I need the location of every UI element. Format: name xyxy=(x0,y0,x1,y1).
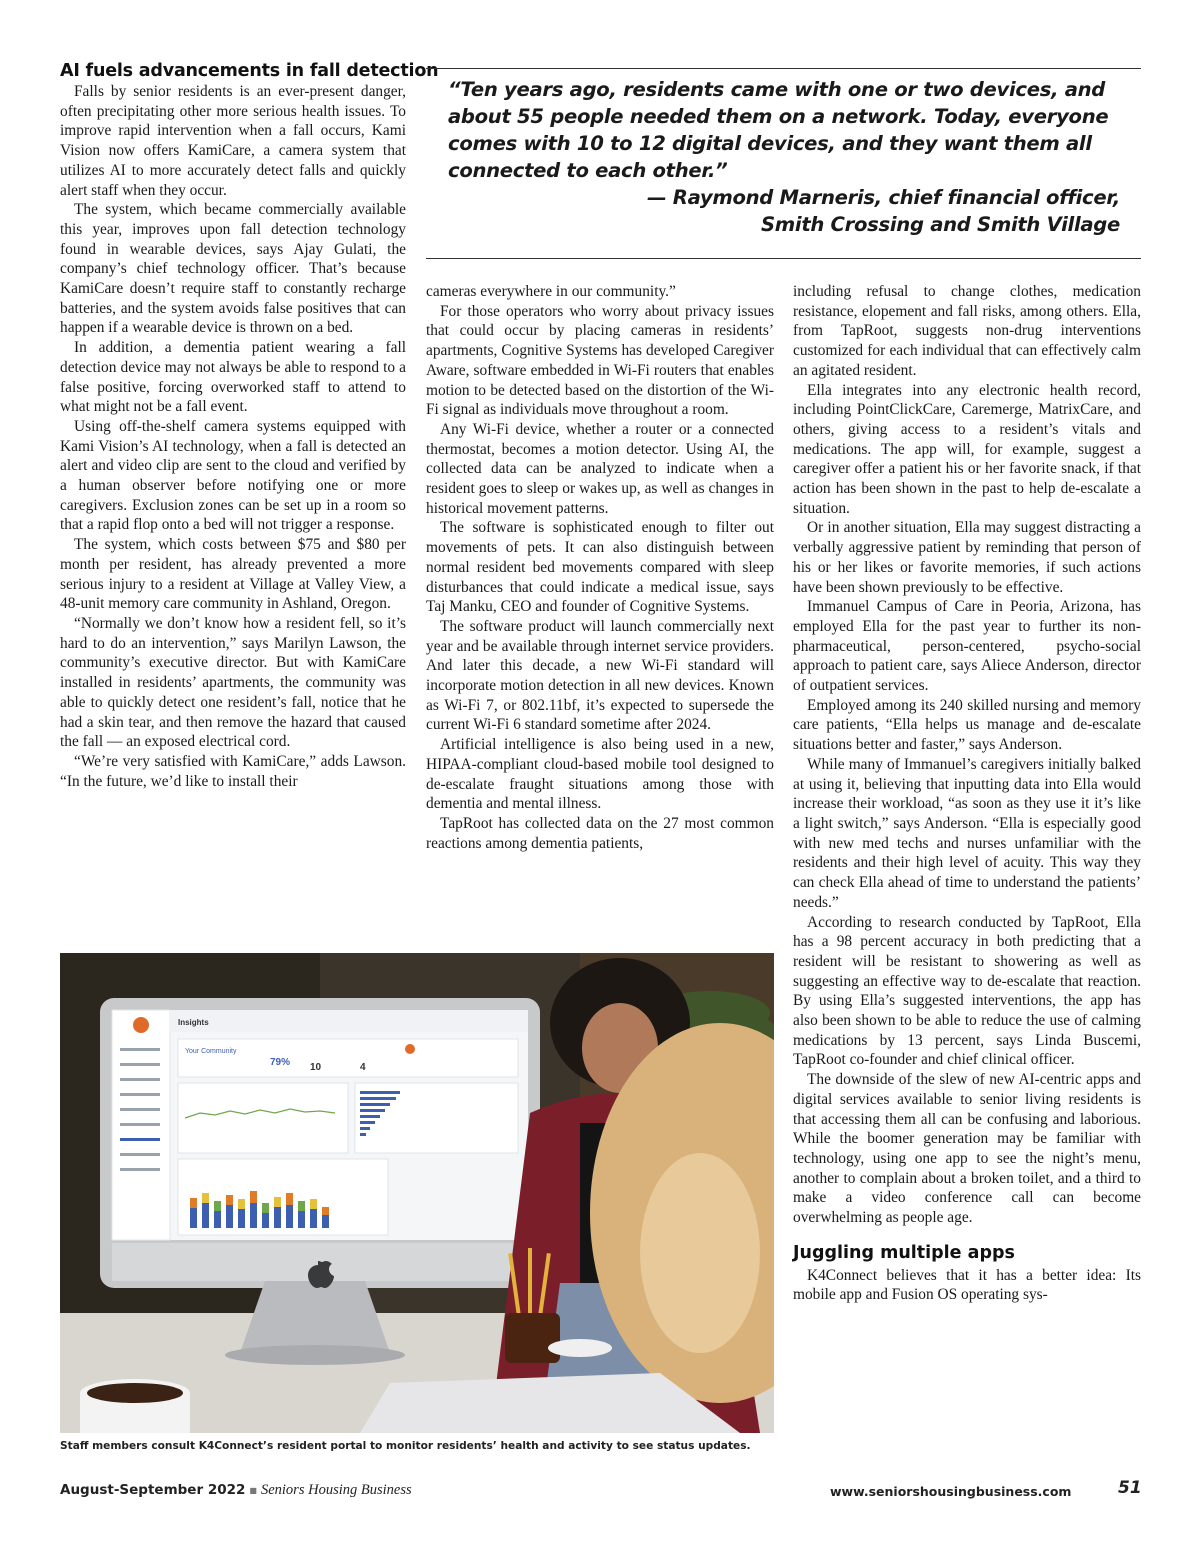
pullquote xyxy=(448,76,1120,238)
app-logo-icon xyxy=(133,1017,149,1033)
footer-separator-icon: ■ xyxy=(249,1485,257,1495)
paragraph: For those operators who worry about privacy issues that could occur by placing cameras in residents’ apartments, Cognitive Systems has developed Caregiver Aware, software embedded in Wi-Fi routers that enables motion to be detected based on the distortion of the Wi-Fi signal as individuals move throughout a room. xyxy=(426,302,774,419)
screen-title: Insights xyxy=(178,1018,209,1027)
publication-url[interactable]: www.seniorshousingbusiness.com xyxy=(830,1484,1072,1499)
paragraph: The system, which costs between $75 and $80 per month per resident, has already prevented a more serious injury to a resident at Village at Valley View, a 48-unit memory care community in Ashland, Oregon. xyxy=(60,536,406,613)
paragraph: Using off-the-shelf camera systems equipped with Kami Vision’s AI technology, when a fall is detected an alert and video clip are sent to the cloud and verified by a human observer before notifying one or more caregivers. Exclusion zones can be set up in a room so that a rapid flop onto a bed will not trigger a response. xyxy=(60,417,406,534)
article-column-2 xyxy=(426,282,774,853)
page-number: 51 xyxy=(1118,1478,1142,1498)
paragraph: Immanuel Campus of Care in Peoria, Arizona, has employed Ella for the past year to further its non-pharmaceutical, person-centered, psycho-social approach to patient care, says Aliece Anderson, director of outpatient services. xyxy=(793,598,1141,695)
paragraph: TapRoot has collected data on the 27 most common reactions among dementia patients, xyxy=(426,814,774,852)
paragraph: The downside of the slew of new AI-centric apps and digital services available to senior living residents is that accessing them all can be confusing and laborious. While the boomer generation may be familiar with technology, using one app to see the night’s menu, another to complain about a broken toilet, and a third to make a video conference call can become overwhelming as people age. xyxy=(793,1071,1141,1227)
paragraph: Any Wi-Fi device, whether a router or a connected thermostat, becomes a motion detector. Using AI, the collected data can be analyzed to indicate when a resident goes to sleep or wakes up, as well as changes in historical movement patterns. xyxy=(426,420,774,517)
paragraph: The software is sophisticated enough to filter out movements of pets. It can also distinguish between normal resident bed movements compared with sleep disturbances that could indicate a medical issue, says Taj Manku, CEO and founder of Cognitive Systems. xyxy=(426,519,774,616)
article-photo xyxy=(60,953,774,1433)
paragraph: K4Connect believes that it has a better idea: Its mobile app and Fusion OS operating sys- xyxy=(793,1266,1141,1304)
paragraph: In addition, a dementia patient wearing a fall detection device may not always be able to respond to a false positive, forcing overworked staff to attend to what might not be a fall event. xyxy=(60,339,406,416)
paragraph: Or in another situation, Ella may suggest distracting a verbally aggressive patient by reminding that person of his or her likes or favorite memories, if such actions have been shown previously to be effective. xyxy=(793,519,1141,596)
screen-stat-1: 79% xyxy=(270,1057,291,1068)
article-column-3 xyxy=(793,282,1141,1305)
subheading: Juggling multiple apps xyxy=(793,1242,1015,1263)
screen-card-title: Your Community xyxy=(185,1048,237,1055)
paragraph: Falls by senior residents is an ever-present danger, often precipitating other more serious health issues. To improve rapid intervention when a fall occurs, Kami Vision now offers KamiCare, a camera system that utilizes AI to more accurately detect falls and quickly alert staff when they occur. xyxy=(60,83,406,199)
article-column-1 xyxy=(60,82,406,791)
photo-illustration xyxy=(60,953,774,1433)
paragraph: The system, which became commercially available this year, improves upon fall detection technology found in wearable devices, says Ajay Gulati, the company’s chief technology officer. That’s because KamiCare doesn’t require staff to constantly recharge batteries, and the system avoids false positives that can happen if a wearable device is thrown on a bed. xyxy=(60,201,406,337)
paragraph: including refusal to change clothes, medication resistance, elopement and fall risks, among others. Ella, from TapRoot, suggests non-drug interventions customized for each individual that can effectively calm an agitated resident. xyxy=(793,283,1141,379)
footer-left xyxy=(60,1482,412,1499)
paragraph: The software product will launch commercially next year and be available through internet service providers. And later this decade, a new Wi-Fi standard will incorporate motion detection in all new devices. Known as Wi-Fi 7, or 802.11bf, it’s expected to supersede the current Wi-Fi 6 standard sometime after 2024. xyxy=(426,617,774,734)
pullquote-attribution-2: Smith Crossing and Smith Village xyxy=(760,213,1120,236)
paragraph: “Normally we don’t know how a resident fell, so it’s hard to do an intervention,” says Marilyn Lawson, the community’s executive director. But with KamiCare installed in residents’ apartments, the community was able to quickly detect one resident’s fall, notice that he had a skin tear, and then remove the hazard that caused the fall — an exposed electrical cord. xyxy=(60,614,406,751)
paragraph: Employed among its 240 skilled nursing and memory care patients, “Ella helps us manage and de-escalate situations better and faster,” says Anderson. xyxy=(793,696,1141,754)
paragraph: According to research conducted by TapRoot, Ella has a 98 percent accuracy in both predicting that a resident will be resistant to showering as well as suggesting an effective way to de-escalate that reaction. By using Ella’s suggested interventions, the app has also been shown to be able to reduce the use of calming medications by 13 percent, says Linda Buscemi, TapRoot co-founder and chief clinical officer. xyxy=(793,913,1141,1069)
photo-caption: Staff members consult K4Connect’s resident portal to monitor residents’ health and activity to see status updates. xyxy=(60,1440,751,1452)
article-headline: AI fuels advancements in fall detection xyxy=(60,61,439,81)
paragraph: cameras everywhere in our community.” xyxy=(426,283,676,300)
pullquote-bottom-rule xyxy=(426,258,1141,259)
screen-stat-2: 10 xyxy=(310,1062,322,1073)
paragraph: Ella integrates into any electronic health record, including PointClickCare, Caremerge, MatrixCare, and others, giving access to a resident’s vitals and medications. The app will, for example, suggest a caregiver offer a patient his or her favorite snack, if that action has been shown in the past to help de-escalate a situation. xyxy=(793,381,1141,517)
paragraph: Artificial intelligence is also being used in a new, HIPAA-compliant cloud-based mobile tool designed to de-escalate fraught situations among those with dementia and mental illness. xyxy=(426,736,774,813)
pullquote-text: “Ten years ago, residents came with one or two devices, and about 55 people needed them on a network. Today, everyone comes with 10 to 12 digital devices, and they want them all connected to each other.” xyxy=(448,78,1109,182)
paragraph: While many of Immanuel’s caregivers initially balked at using it, believing that inputting data into Ella would increase their workload, “as soon as they use it it’s like a light switch,” says Anderson. “Ella is especially good with new med techs and nurses unfamiliar with the residents and their high level of acuity. This way they can check Ella ahead of time to understand the patients’ needs.” xyxy=(793,755,1141,911)
issue-date: August-September 2022 xyxy=(60,1482,246,1498)
pullquote-attribution-1: — Raymond Marneris, chief financial officer, xyxy=(646,186,1120,209)
screen-stat-3: 4 xyxy=(360,1062,366,1073)
publication-name: Seniors Housing Business xyxy=(260,1482,412,1498)
paragraph: “We’re very satisfied with KamiCare,” adds Lawson. “In the future, we’d like to install their xyxy=(60,752,406,790)
pullquote-top-rule xyxy=(426,68,1141,69)
